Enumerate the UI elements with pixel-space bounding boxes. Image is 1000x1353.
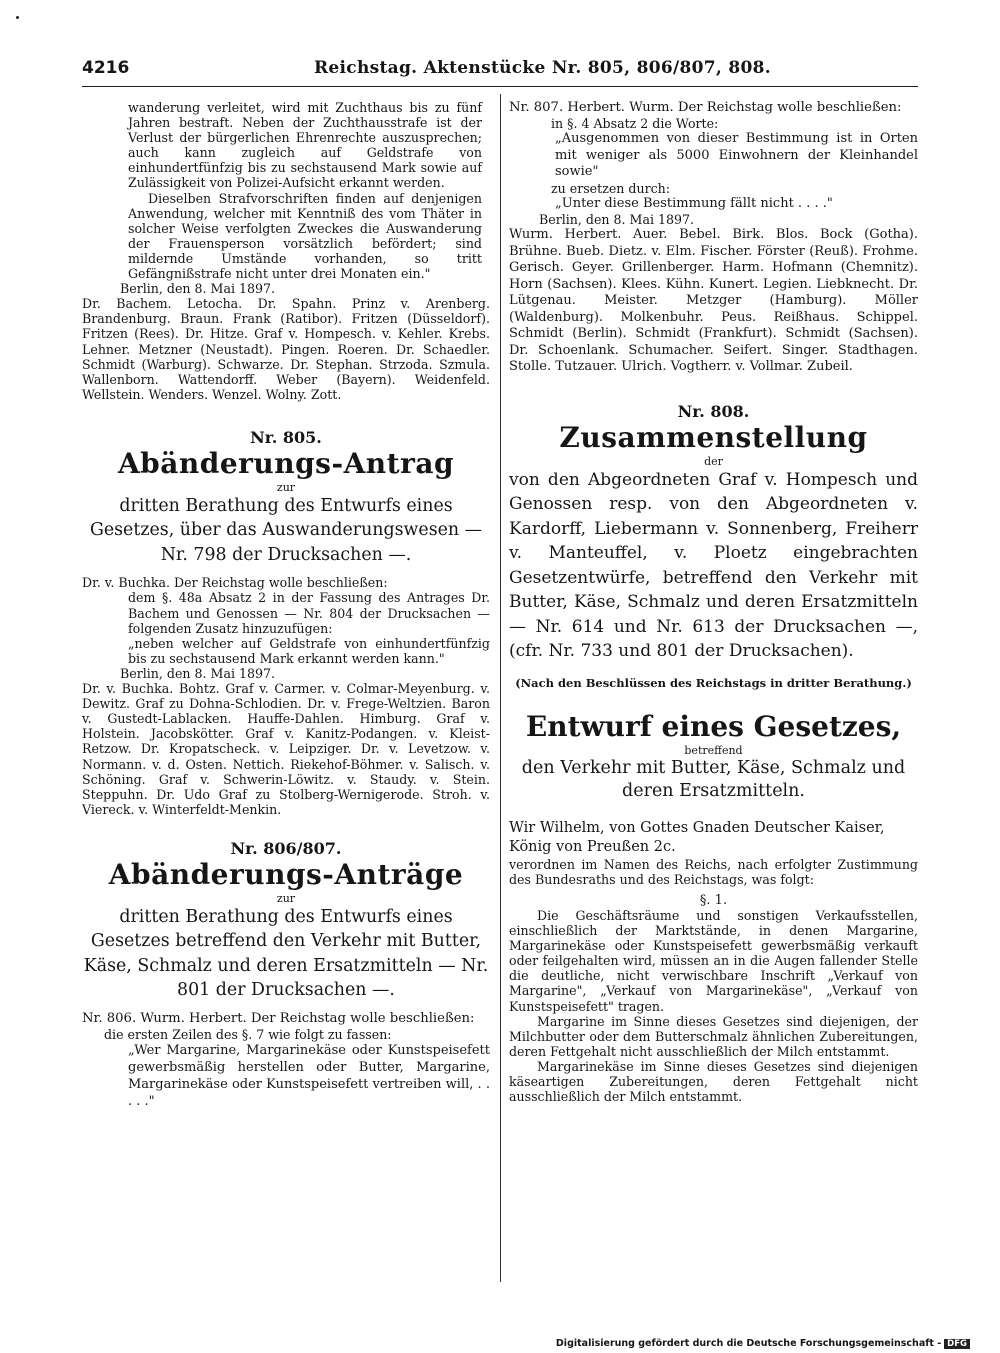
intro-paragraph-2: Dieselben Strafvorschriften finden auf denjenigen Anwendung, welcher mit Kenntniß des vom Thäter in solcher Weise verfolgten Zweckes die Auswanderung der Frauensperson vorsätzlich befördert; sind mildernde Umstände vorhanden, so tritt Gefängnißstrafe nicht unter drei Monaten ein." — [128, 190, 482, 282]
mover-806: Nr. 806. Wurm. Herbert. Der Reichstag wolle beschließen: — [82, 1010, 475, 1026]
right-column — [509, 100, 918, 1104]
bill-enacting-clause: verordnen im Namen des Reichs, nach erfolgter Zustimmung des Bundesraths und des Reichstags, was folgt: — [509, 856, 918, 887]
section-zur-805: zur — [276, 480, 296, 494]
bill-title: Entwurf eines Gesetzes, — [525, 709, 902, 743]
mover-805: Dr. v. Buchka. Der Reichstag wolle beschließen: — [82, 575, 388, 591]
motion-body-806: die ersten Zeilen des §. 7 wie folgt zu fassen: — [104, 1026, 392, 1042]
running-title: Reichstag. Aktenstücke Nr. 805, 806/807, 808. — [314, 58, 771, 78]
motion-body-805: dem §. 48a Absatz 2 in der Fassung des Antrages Dr. Bachem und Genossen — Nr. 804 der Drucksachen — folgenden Zusatz hinzuzufügen: — [128, 590, 490, 636]
mover-807: Nr. 807. Herbert. Wurm. Der Reichstag wolle beschließen: — [509, 100, 902, 115]
digitization-footer — [556, 1338, 970, 1349]
bill-subject: den Verkehr mit Butter, Käse, Schmalz und deren Ersatzmitteln. — [521, 757, 906, 801]
motion-quote-807: „Ausgenommen von dieser Bestimmung ist in Orten mit weniger als 5000 Einwohnern der Kleinhandel sowie" — [555, 131, 918, 180]
section-number-806: Nr. 806/807. — [230, 838, 342, 858]
date-807: Berlin, den 8. Mai 1897. — [539, 212, 695, 228]
section-zur-806: zur — [276, 891, 296, 905]
scan-speck — [16, 16, 19, 19]
page-number: 4216 — [82, 58, 130, 78]
bill-paragraph-1: Die Geschäftsräume und sonstigen Verkaufsstellen, einschließlich der Marktstände, in denen Margarine, Margarinekäse oder Kunstspeisefett gewerbsmäßig verkauft oder feilgehalten wird, müssen an in die Augen fallender Stelle die deutliche, nicht verwischbare Inschrift „Verkauf von Margarine", „Verkauf von Margarinekäse", „Verkauf von Kunstspeisefett" tragen. — [509, 907, 918, 1014]
motion-body-807: in §. 4 Absatz 2 die Worte: — [551, 116, 719, 131]
left-column — [82, 100, 490, 1110]
date-805: Berlin, den 8. Mai 1897. — [120, 665, 276, 681]
signers-805: Dr. v. Buchka. Bohtz. Graf v. Carmer. v. Colmar-Meyenburg. v. Dewitz. Graf zu Dohna-Schlodien. Dr. v. Frege-Weltzien. Baron v. Gustedt-Lablacken. Hauffe-Dahlen. Himburg. Graf v. Holstein. Jacobskötter. Graf v. Kanitz-Podangen. v. Kleist-Retzow. Dr. Kropatscheck. v. Leipziger. Dr. v. Levetzow. v. Normann. v. d. Osten. Nettich. Riekehof-Böhmer. v. Salisch. v. Schöning. Graf v. Schwerin-Löwitz. v. Staudy. v. Stein. Steppuhn. Dr. Udo Graf zu Stolberg-Wernigerode. Stroh. v. Viereck. v. Winterfeldt-Menkin. — [82, 681, 490, 817]
bill-preamble: Wir Wilhelm, von Gottes Gnaden Deutscher Kaiser, König von Preußen 2c. — [509, 819, 885, 855]
motion-quote-805: „neben welcher auf Geldstrafe von einhundertfünfzig bis zu sechstausend Mark erkannt werden kann." — [128, 635, 490, 666]
section-note-808: (Nach den Beschlüssen des Reichstags in dritter Berathung.) — [515, 675, 912, 690]
section-subtitle-805: dritten Berathung des Entwurfs eines Gesetzes, über das Auswanderungswesen — Nr. 798 der Drucksachen —. — [89, 495, 483, 565]
motion-replace-807: zu ersetzen durch: — [551, 180, 671, 196]
signers-list: Dr. Bachem. Letocha. Dr. Spahn. Prinz v. Arenberg. Brandenburg. Braun. Frank (Ratibor). Fritzen (Düsseldorf). Fritzen (Rees). Dr. Hitze. Graf v. Hompesch. v. Kehler. Krebs. Lehner. Metzner (Neustadt). Pingen. Roeren. Dr. Schaedler. Schmidt (Warburg). Schwarze. Dr. Stephan. Strzoda. Szmula. Wallenborn. Wattendorff. Weber (Bayern). Weidenfeld. Wellstein. Wenders. Wenzel. Wolny. Zott. — [82, 296, 490, 402]
section-title-805: Abänderungs-Antrag — [117, 446, 455, 480]
signers-807: Wurm. Herbert. Auer. Bebel. Birk. Blos. Bock (Gotha). Brühne. Bueb. Dietz. v. Elm. Fischer. Förster (Reuß). Frohme. Gerisch. Geyer. Grillenberger. Harm. Hofmann (Chemnitz). Horn (Sachsen). Klees. Kühn. Kunert. Legien. Liebknecht. Dr. Lütgenau. Meister. Metzger (Hamburg). Möller (Waldenburg). Molkenbuhr. Peus. Reißhaus. Schippel. Schmidt (Berlin). Schmidt (Frankfurt). Schmidt (Sachsen). Dr. Schoenlank. Schumacher. Seifert. Singer. Stadthagen. Stolle. Tutzauer. Ulrich. Vogtherr. v. Vollmar. Zubeil. — [509, 227, 918, 375]
header-rule — [82, 86, 918, 87]
paragraph-sign: §. 1. — [699, 892, 728, 908]
section-number-805: Nr. 805. — [250, 427, 322, 447]
section-subtitle-806: dritten Berathung des Entwurfs eines Gesetzes betreffend den Verkehr mit Butter, Käse, Schmalz und deren Ersatzmitteln — Nr. 801 der Drucksachen —. — [83, 906, 489, 1001]
page-header — [82, 58, 918, 84]
bill-paragraph-2: Margarine im Sinne dieses Gesetzes sind diejenigen, der Milchbutter oder dem Butterschmalz ähnlichen Zubereitungen, deren Fettgehalt nicht ausschließlich der Milch entstammt. — [509, 1013, 918, 1059]
section-title-806: Abänderungs-Anträge — [108, 857, 464, 891]
dfg-logo: DFG — [944, 1339, 970, 1349]
section-der-808: der — [704, 454, 723, 468]
motion-quote-806: „Wer Margarine, Margarinekäse oder Kunstspeisefett gewerbsmäßig herstellen oder Butter, Margarine, Margarinekäse oder Kunstspeisefett vertreiben will, . . . . ." — [128, 1042, 490, 1109]
section-title-808: Zusammenstellung — [559, 420, 868, 454]
section-subtitle-808: von den Abgeordneten Graf v. Hompesch und Genossen resp. von den Abgeordneten v. Kardorff, Liebermann v. Sonnenberg, Freiherr v. Manteuffel, v. Ploetz eingebrachten Gesetzentwürfe, betreffend den Verkehr mit Butter, Käse, Schmalz und deren Ersatzmitteln — Nr. 614 und Nr. 613 der Drucksachen —, (cfr. Nr. 733 und 801 der Drucksachen). — [509, 469, 918, 662]
intro-paragraph: wanderung verleitet, wird mit Zuchthaus bis zu fünf Jahren bestraft. Neben der Zuchthausstrafe ist der Verlust der bürgerlichen Ehrenrechte auszusprechen; auch kann zugleich auf Geldstrafe von einhundertfünfzig bis zu sechstausend Mark sowie auf Zulässigkeit von Polizei-Aufsicht erkannt werden. — [128, 100, 482, 191]
footer-text: Digitalisierung gefördert durch die Deutsche Forschungsgemeinschaft - — [555, 1338, 942, 1349]
bill-paragraph-3: Margarinekäse im Sinne dieses Gesetzes sind diejenigen käseartigen Zubereitungen, deren Fettgehalt nicht ausschließlich der Milch entstammt. — [509, 1058, 918, 1105]
bill-betreffend: betreffend — [684, 743, 743, 757]
motion-quote2-807: „Unter diese Bestimmung fällt nicht . . . ." — [555, 195, 833, 211]
section-number-808: Nr. 808. — [677, 401, 750, 421]
date-line: Berlin, den 8. Mai 1897. — [120, 281, 276, 297]
column-divider — [500, 94, 501, 1282]
